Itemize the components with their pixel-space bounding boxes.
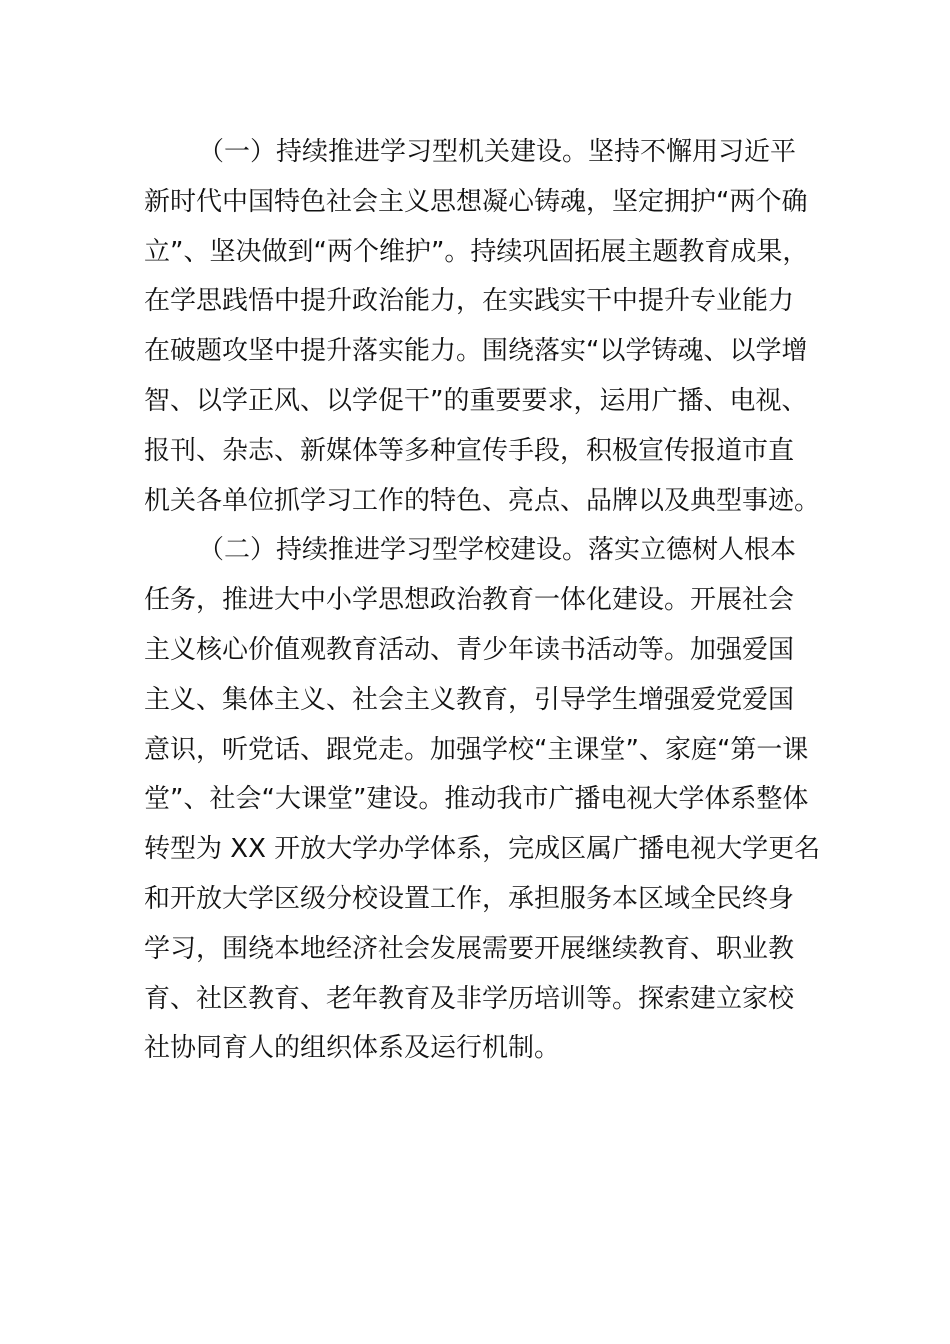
paragraph-line: （一）持续推进学习型机关建设。坚持不懈用习近平 (198, 137, 797, 167)
paragraph-line: 学习，围绕本地经济社会发展需要开展继续教育、职业教 (144, 933, 795, 964)
paragraph-line: 和开放大学区级分校设置工作，承担服务本区域全民终身 (144, 883, 795, 914)
paragraph-line: 育、社区教育、老年教育及非学历培训等。探索建立家校 (144, 983, 795, 1014)
paragraph-line: 立”、坚决做到“两个维护”。持续巩固拓展主题教育成果， (144, 236, 809, 267)
paragraph-line: （二）持续推进学习型学校建设。落实立德树人根本 (198, 535, 797, 566)
paragraph-line: 任务，推进大中小学思想政治教育一体化建设。开展社会 (144, 585, 795, 616)
paragraph-line: 社协同育人的组织体系及运行机制。 (144, 1033, 561, 1064)
paragraph-line: 主义核心价值观教育活动、青少年读书活动等。加强爱国 (144, 634, 795, 665)
document-body (144, 128, 821, 1074)
paragraph-1 (144, 128, 821, 526)
paragraph-line: 智、以学正风、以学促干”的重要要求，运用广播、电视、 (144, 385, 808, 416)
paragraph-2 (144, 526, 821, 1074)
paragraph-line: 主义、集体主义、社会主义教育，引导学生增强爱党爱国 (144, 684, 795, 715)
paragraph-line: 在破题攻坚中提升落实能力。围绕落实“以学铸魂、以学增 (144, 336, 808, 367)
paragraph-line: 堂”、社会“大课堂”建设。推动我市广播电视大学体系整体 (144, 784, 809, 815)
paragraph-line: 意识，听党话、跟党走。加强学校“主课堂”、家庭“第一课 (144, 734, 809, 765)
paragraph-line: 报刊、杂志、新媒体等多种宣传手段，积极宣传报道市直 (144, 435, 795, 466)
paragraph-line: 机关各单位抓学习工作的特色、亮点、品牌以及典型事迹。 (144, 485, 821, 516)
paragraph-line: 新时代中国特色社会主义思想凝心铸魂，坚定拥护“两个确 (144, 186, 808, 217)
paragraph-line: 在学思践悟中提升政治能力，在实践实干中提升专业能力 (144, 286, 795, 317)
paragraph-line: 转型为 XX 开放大学办学体系，完成区属广播电视大学更名 (144, 834, 821, 865)
